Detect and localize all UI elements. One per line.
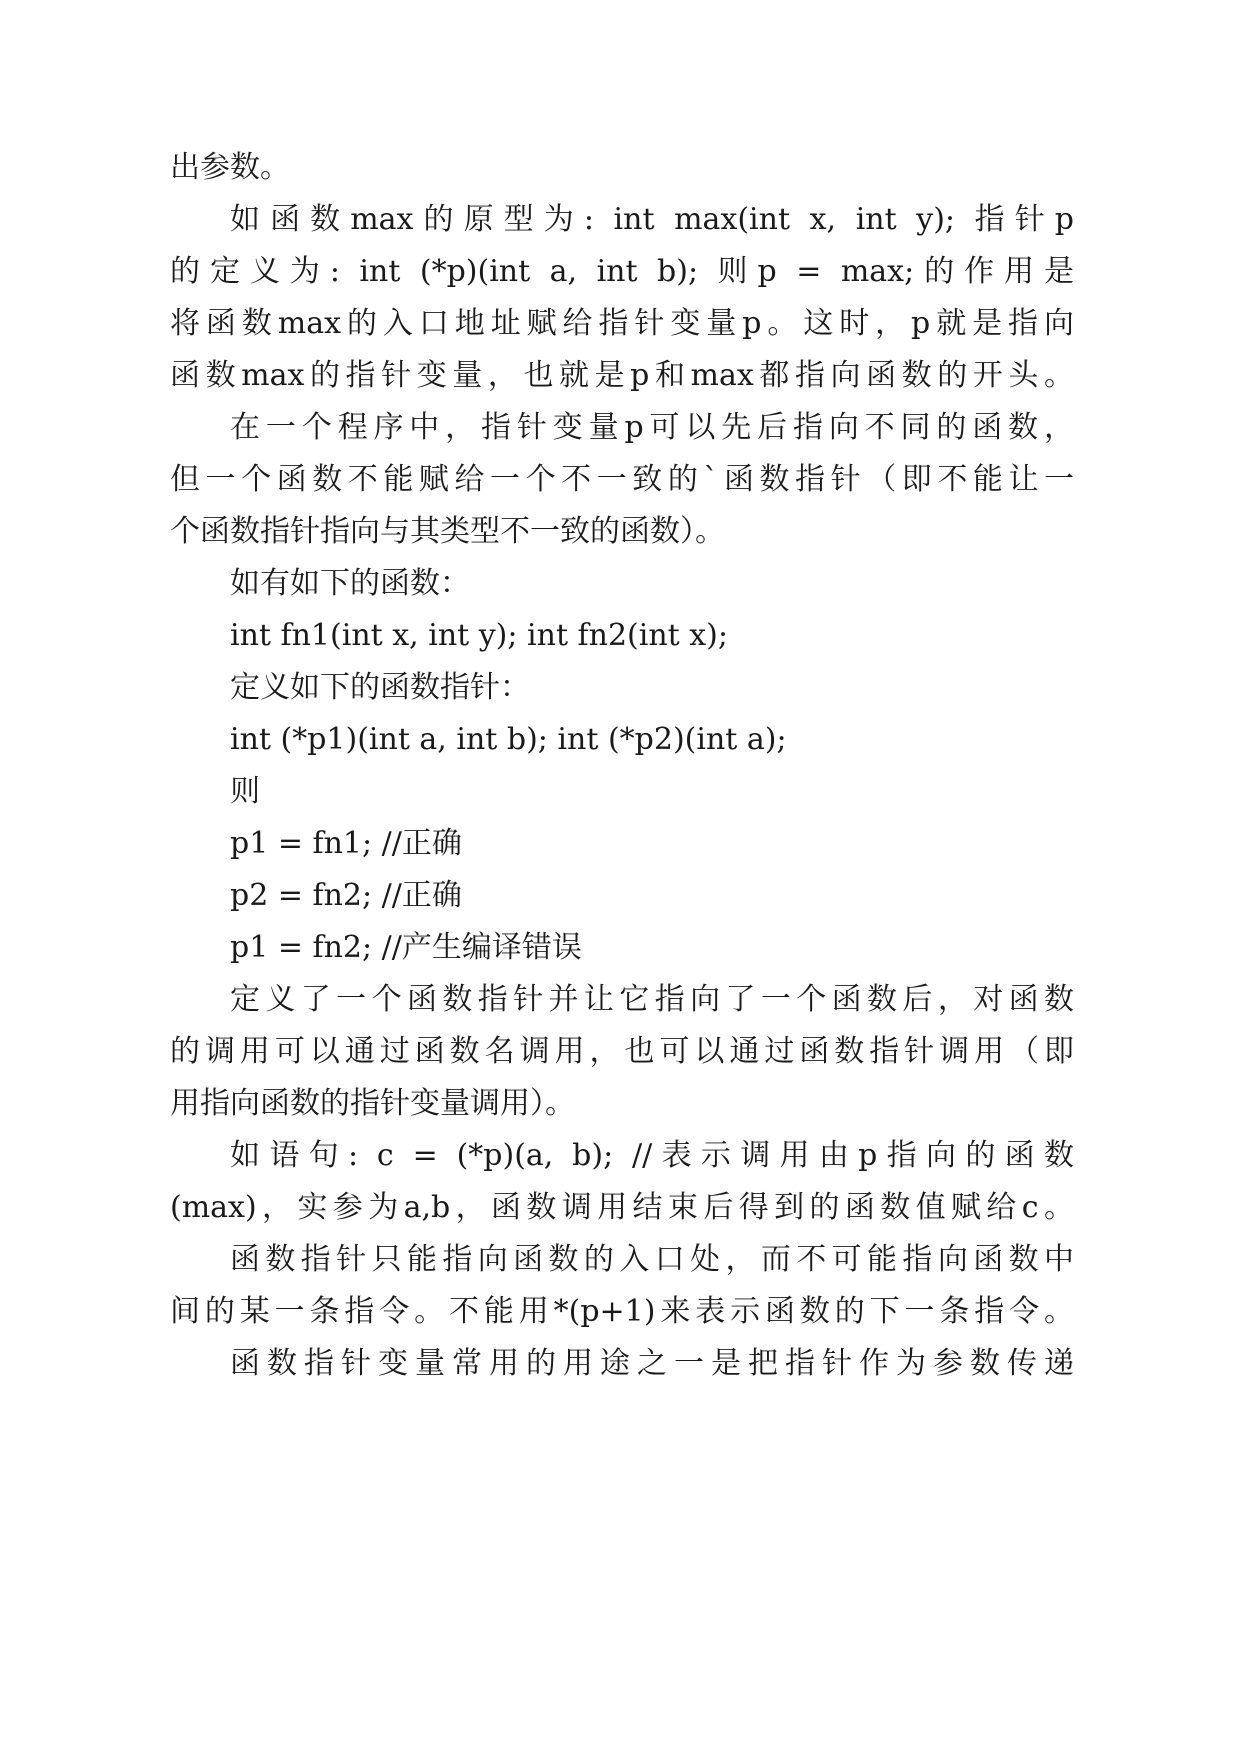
text-line: 出参数。	[170, 150, 290, 185]
text-line: 用指向函数的指针变量调用）。	[170, 1086, 575, 1121]
text-line: 个函数指针指向与其类型不一致的函数）。	[170, 514, 725, 549]
text-line: 则	[230, 774, 260, 809]
text-line: 将函数max的入口地址赋给指针变量p。这时，p就是指向	[170, 306, 1074, 341]
code-line: int fn1(int x, int y); int fn2(int x);	[230, 618, 728, 653]
text-line: 在一个程序中，指针变量p可以先后指向不同的函数，	[230, 410, 1074, 445]
text-line: 的定义为: int (*p)(int a, int b); 则p = max;的作用是	[170, 254, 1074, 289]
text-line: 的调用可以通过函数名调用，也可以通过函数指针调用（即	[170, 1034, 1074, 1069]
text-line: 间的某一条指令。不能用*(p+1)来表示函数的下一条指令。	[170, 1294, 1074, 1329]
text-line: 函数指针只能指向函数的入口处，而不可能指向函数中	[230, 1242, 1074, 1277]
code-line: p1 = fn1; //正确	[230, 826, 462, 861]
text-line: 如有如下的函数：	[230, 566, 470, 601]
text-line: 但一个函数不能赋给一个不一致的`函数指针（即不能让一	[170, 462, 1074, 497]
text-line: (max)，实参为a,b，函数调用结束后得到的函数值赋给c。	[170, 1190, 1074, 1225]
code-line: p1 = fn2; //产生编译错误	[230, 930, 582, 965]
code-line: p2 = fn2; //正确	[230, 878, 462, 913]
text-line: 函数max的指针变量，也就是p和max都指向函数的开头。	[170, 358, 1074, 393]
code-line: int (*p1)(int a, int b); int (*p2)(int a);	[230, 722, 787, 757]
text-line: 定义了一个函数指针并让它指向了一个函数后，对函数	[230, 982, 1074, 1017]
text-line: 函数指针变量常用的用途之一是把指针作为参数传递	[230, 1346, 1074, 1381]
text-line: 定义如下的函数指针：	[230, 670, 530, 705]
text-line: 如语句: c = (*p)(a, b); //表示调用由p指向的函数	[230, 1138, 1074, 1173]
text-line: 如函数max的原型为: int max(int x, int y); 指针p	[230, 202, 1074, 237]
